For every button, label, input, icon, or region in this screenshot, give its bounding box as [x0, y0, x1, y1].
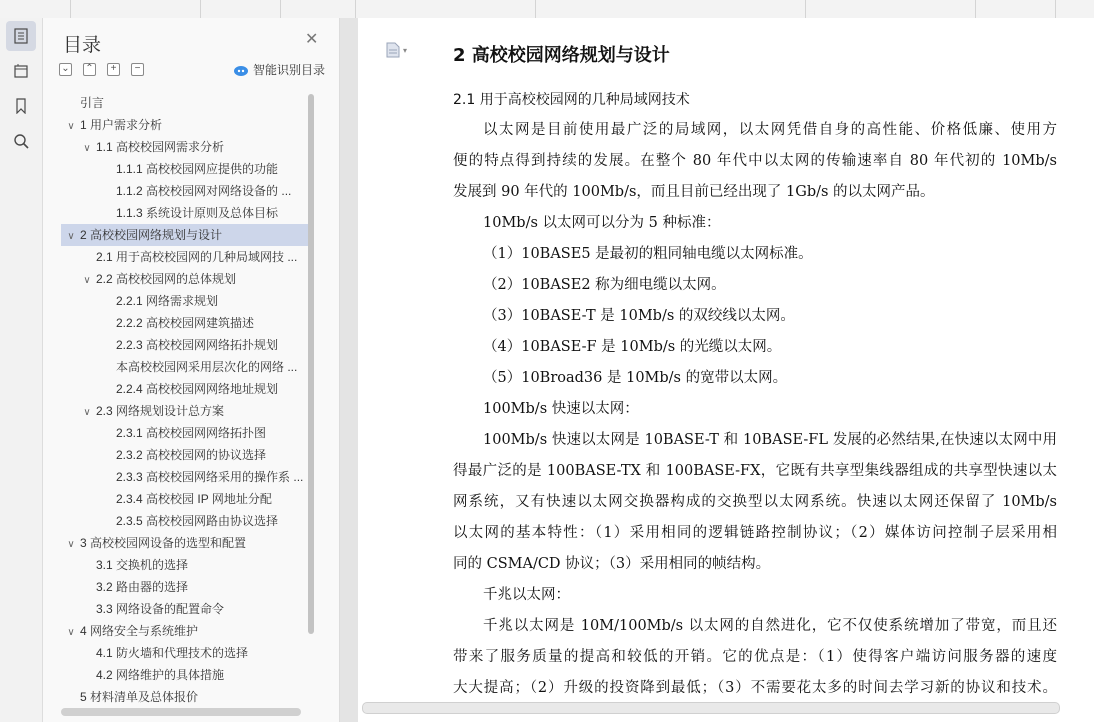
toc-item[interactable] — [61, 554, 309, 576]
chevron-down-icon[interactable]: ∨ — [67, 539, 75, 550]
expand-level-button[interactable]: ⌃ — [83, 63, 96, 76]
cloud-icon — [233, 63, 249, 77]
toc-item[interactable] — [61, 312, 309, 334]
toc-item-label: 3.2 路由器的选择 — [96, 580, 189, 594]
toc-item[interactable] — [61, 466, 309, 488]
chevron-down-icon[interactable]: ∨ — [67, 231, 75, 242]
toc-item-label: 2.3.3 高校校园网络采用的操作系 ... — [116, 470, 304, 484]
remove-heading-button[interactable]: − — [131, 63, 144, 76]
toc-item-label: 4.1 防火墙和代理技术的选择 — [96, 646, 249, 660]
text-line: （2）10BASE2 称为细电缆以太网。 — [483, 277, 726, 293]
toc-item[interactable] — [61, 202, 309, 224]
text-line: （4）10BASE-F 是 10Mb/s 的光缆以太网。 — [483, 339, 782, 355]
toc-item[interactable] — [61, 532, 309, 554]
toc-item-label: 1.1.3 系统设计原则及总体目标 — [116, 206, 279, 220]
text-line: 以太网的基本特性：（1）采用相同的逻辑链路控制协议；（2）媒体访问控制子层采用相 — [453, 525, 1057, 541]
text-line: 同的 CSMA/CD 协议；（3）采用相同的帧结构。 — [453, 556, 771, 572]
close-icon[interactable]: ✕ — [305, 31, 319, 48]
toc-item[interactable] — [61, 664, 309, 686]
toc-item-label: 2.2.2 高校校园网建筑描述 — [116, 316, 255, 330]
toc-item-label: 4 网络安全与系统维护 — [80, 624, 199, 638]
toc-item[interactable] — [61, 400, 309, 422]
toc-item[interactable] — [61, 246, 309, 268]
toc-item-label: 2.2.1 网络需求规划 — [116, 294, 219, 308]
collapse-level-button[interactable]: ⌄ — [59, 63, 72, 76]
paragraph-menu-icon[interactable]: ▾ — [386, 42, 407, 58]
toc-item-label: 2 高校校园网络规划与设计 — [80, 228, 223, 242]
toc-item-label: 引言 — [80, 96, 105, 110]
toc-item-label: 本高校校园网采用层次化的网络 ... — [116, 360, 298, 374]
left-icon-bar — [0, 18, 43, 722]
toc-item-label: 2.2.3 高校校园网网络拓扑规划 — [116, 338, 279, 352]
text-line: 100Mb/s 快速以太网是 10BASE-T 和 10BASE-FL 发展的必然结果,在快速以太网中用 — [483, 432, 1057, 448]
toc-item[interactable] — [61, 136, 309, 158]
toc-item[interactable] — [61, 378, 309, 400]
text-line: （5）10Broad36 是 10Mb/s 的宽带以太网。 — [483, 370, 788, 386]
text-line: 便的特点得到持续的发展。在整个 80 年代中以太网的传输速率自 80 年代初的 10Mb/s — [453, 153, 1057, 169]
toc-item-label: 1.1 高校校园网需求分析 — [96, 140, 225, 154]
section-heading: 2.1 用于高校校园网的几种局域网技术 — [453, 92, 690, 108]
toc-item[interactable] — [61, 598, 309, 620]
toc-title: 目录 — [63, 35, 102, 56]
smart-toc-button[interactable] — [233, 61, 325, 78]
toc-item-label: 4.2 网络维护的具体措施 — [96, 668, 225, 682]
toc-item[interactable] — [61, 224, 309, 246]
add-heading-button[interactable]: + — [107, 63, 120, 76]
chevron-down-icon[interactable]: ∨ — [83, 143, 91, 154]
toc-item-label: 2.1 用于高校校园网的几种局域网技 ... — [96, 250, 298, 264]
toc-item-label: 3.3 网络设备的配置命令 — [96, 602, 225, 616]
toc-item-label: 2.3.5 高校校园网路由协议选择 — [116, 514, 279, 528]
toc-icon[interactable] — [6, 21, 36, 51]
text-line: 10Mb/s 以太网可以分为 5 种标准： — [483, 215, 721, 231]
text-line: 得最广泛的是 100BASE-TX 和 100BASE-FX，它既有共享型集线器组成的共享型快速以太 — [453, 463, 1057, 479]
toc-item-label: 2.2 高校校园网的总体规划 — [96, 272, 237, 286]
text-line: 100Mb/s 快速以太网： — [483, 401, 639, 417]
navigation-pane-icon[interactable] — [6, 56, 36, 86]
toc-item[interactable] — [61, 510, 309, 532]
text-line: 千兆以太网： — [483, 587, 570, 603]
text-line: 千兆以太网是 10M/100Mb/s 以太网的自然进化，它不仅使系统增加了带宽，而且还 — [483, 618, 1057, 634]
toc-item-label: 1 用户需求分析 — [80, 118, 163, 132]
toc-item[interactable] — [61, 642, 309, 664]
text-line: （3）10BASE-T 是 10Mb/s 的双绞线以太网。 — [483, 308, 795, 324]
toc-item[interactable] — [61, 334, 309, 356]
toc-item[interactable] — [61, 290, 309, 312]
text-line: 大大提高；（2）升级的投资降到最低；（3）不需要花太多的时间去学习新的协议和技术。 — [453, 680, 1057, 696]
text-line: 发展到 90 年代的 100Mb/s，而且目前已经出现了 1Gb/s 的以太网产品。 — [453, 184, 935, 200]
panel-splitter[interactable] — [340, 18, 358, 722]
chapter-heading: 2 高校校园网络规划与设计 — [453, 45, 670, 66]
toc-item[interactable] — [61, 356, 309, 378]
toc-item[interactable] — [61, 444, 309, 466]
toc-list — [61, 92, 309, 712]
toc-item-label: 3.1 交换机的选择 — [96, 558, 189, 572]
smart-toc-label: 智能识别目录 — [253, 63, 326, 77]
toc-panel — [43, 18, 340, 722]
toc-item[interactable] — [61, 620, 309, 642]
toc-item-label: 2.3.2 高校校园网的协议选择 — [116, 448, 267, 462]
toc-item-label: 5 材料清单及总体报价 — [80, 690, 199, 704]
text-line: 网系统，又有快速以太网交换器构成的交换型以太网系统。快速以太网还保留了 10Mb/s — [453, 494, 1057, 510]
chevron-down-icon[interactable]: ∨ — [67, 121, 75, 132]
toc-item-label: 1.1.2 高校校园网对网络设备的 ... — [116, 184, 292, 198]
toc-item[interactable] — [61, 268, 309, 290]
text-line: 带来了服务质量的提高和较低的开销。它的优点是：（1）使得客户端访问服务器的速度 — [453, 649, 1057, 665]
toc-item-label: 2.3 网络规划设计总方案 — [96, 404, 225, 418]
toc-item[interactable] — [61, 576, 309, 598]
toc-scrollbar[interactable] — [308, 94, 314, 634]
chevron-down-icon[interactable]: ∨ — [67, 627, 75, 638]
toc-item[interactable] — [61, 158, 309, 180]
toc-item-label: 2.2.4 高校校园网网络地址规划 — [116, 382, 279, 396]
toc-item[interactable] — [61, 422, 309, 444]
body-text — [453, 115, 1057, 704]
toc-item-label: 2.3.4 高校校园 IP 网地址分配 — [116, 492, 272, 506]
document-page — [358, 18, 1094, 722]
toc-item[interactable] — [61, 114, 309, 136]
search-icon[interactable] — [6, 126, 36, 156]
text-line: 以太网是目前使用最广泛的局域网，以太网凭借自身的高性能、价格低廉、使用方 — [483, 122, 1057, 138]
chevron-down-icon[interactable]: ∨ — [83, 407, 91, 418]
document-horizontal-scrollbar[interactable] — [362, 702, 1060, 714]
toc-item[interactable] — [61, 92, 309, 114]
chevron-down-icon[interactable]: ∨ — [83, 275, 91, 286]
text-line: （1）10BASE5 是最初的粗同轴电缆以太网标准。 — [483, 246, 813, 262]
toc-item-label: 2.3.1 高校校园网网络拓扑图 — [116, 426, 267, 440]
bookmark-icon[interactable] — [6, 91, 36, 121]
toc-item[interactable] — [61, 488, 309, 510]
toc-item-label: 1.1.1 高校校园网应提供的功能 — [116, 162, 279, 176]
toc-item-label: 3 高校校园网设备的选型和配置 — [80, 536, 247, 550]
toc-item[interactable] — [61, 686, 309, 708]
toc-item[interactable] — [61, 180, 309, 202]
toc-horizontal-scrollbar[interactable] — [61, 708, 301, 716]
top-toolbar-strip — [0, 0, 1094, 19]
